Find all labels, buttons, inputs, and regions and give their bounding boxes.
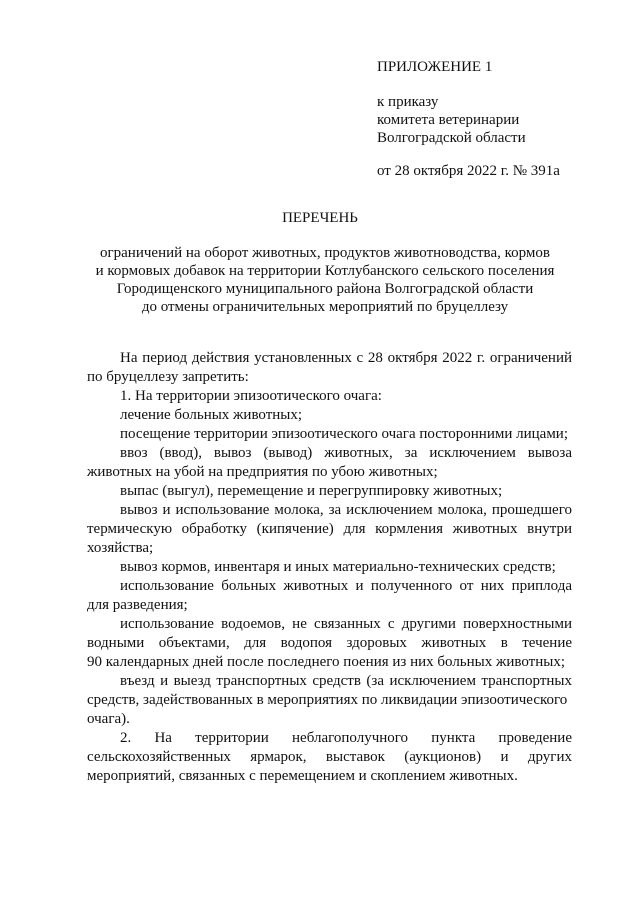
body-line: вывоз кормов, инвентаря и иных материально-технических средств; xyxy=(120,559,556,575)
body-line: лечение больных животных; xyxy=(120,407,303,423)
subtitle-line: Городищенского муниципального района Волгоградской области xyxy=(116,281,534,297)
subtitle-line: ограничений на оборот животных, продуктов животноводства, кормов xyxy=(100,245,550,261)
body-line: вывоз и использование молока, за исключением молока, прошедшего xyxy=(120,502,572,518)
body-line: для разведения; xyxy=(87,597,188,613)
subtitle-line: и кормовых добавок на территории Котлубанского сельского поселения xyxy=(95,263,555,279)
appendix-reference xyxy=(377,93,617,147)
body-line: 1. На территории эпизоотического очага: xyxy=(120,388,382,404)
body-line: водными объектами, для водопоя здоровых животных в течение xyxy=(87,635,572,651)
body-line: въезд и выезд транспортных средств (за исключением транспортных xyxy=(120,673,572,689)
document-subtitle xyxy=(80,244,570,316)
subtitle-line: до отмены ограничительных мероприятий по бруцеллезу xyxy=(141,299,509,315)
body-line: посещение территории эпизоотического очага посторонними лицами; xyxy=(120,426,569,442)
body-line: использование больных животных и полученного от них приплода xyxy=(120,578,572,594)
body-line: хозяйства; xyxy=(87,540,154,556)
body-line: средств, задействованных в мероприятиях по ликвидации эпизоотического xyxy=(87,692,568,708)
body-line: На период действия установленных с 28 октября 2022 г. ограничений xyxy=(120,350,572,366)
body-line: по бруцеллезу запретить: xyxy=(87,369,249,385)
body-line: использование водоемов, не связанных с другими поверхностными xyxy=(120,616,572,632)
appendix-title: ПРИЛОЖЕНИЕ 1 xyxy=(377,59,493,75)
document-body xyxy=(87,349,572,786)
appendix-reference-line: к приказу xyxy=(377,94,439,110)
appendix-reference-line: комитета ветеринарии xyxy=(377,112,520,128)
appendix-header xyxy=(377,58,617,76)
body-line: очага). xyxy=(87,711,130,727)
appendix-date: от 28 октября 2022 г. № 391а xyxy=(377,163,560,179)
body-line: мероприятий, связанных с перемещением и скоплением животных. xyxy=(87,768,518,784)
body-line: 2. На территории неблагополучного пункта проведение xyxy=(120,730,572,746)
appendix-date-block xyxy=(377,162,617,180)
body-line: выпас (выгул), перемещение и перегруппировку животных; xyxy=(120,483,503,499)
body-line: ввоз (ввод), вывоз (вывод) животных, за исключением вывоза xyxy=(120,445,572,461)
body-line: термическую обработку (кипячение) для кормления животных внутри xyxy=(87,521,572,537)
appendix-reference-line: Волгоградской области xyxy=(377,130,526,146)
body-line: 90 календарных дней после последнего поения из них больных животных; xyxy=(87,654,566,670)
document-title: ПЕРЕЧЕНЬ xyxy=(282,210,358,226)
body-line: сельскохозяйственных ярмарок, выставок (аукционов) и других xyxy=(87,749,572,765)
body-line: животных на убой на предприятия по убою животных; xyxy=(87,464,438,480)
